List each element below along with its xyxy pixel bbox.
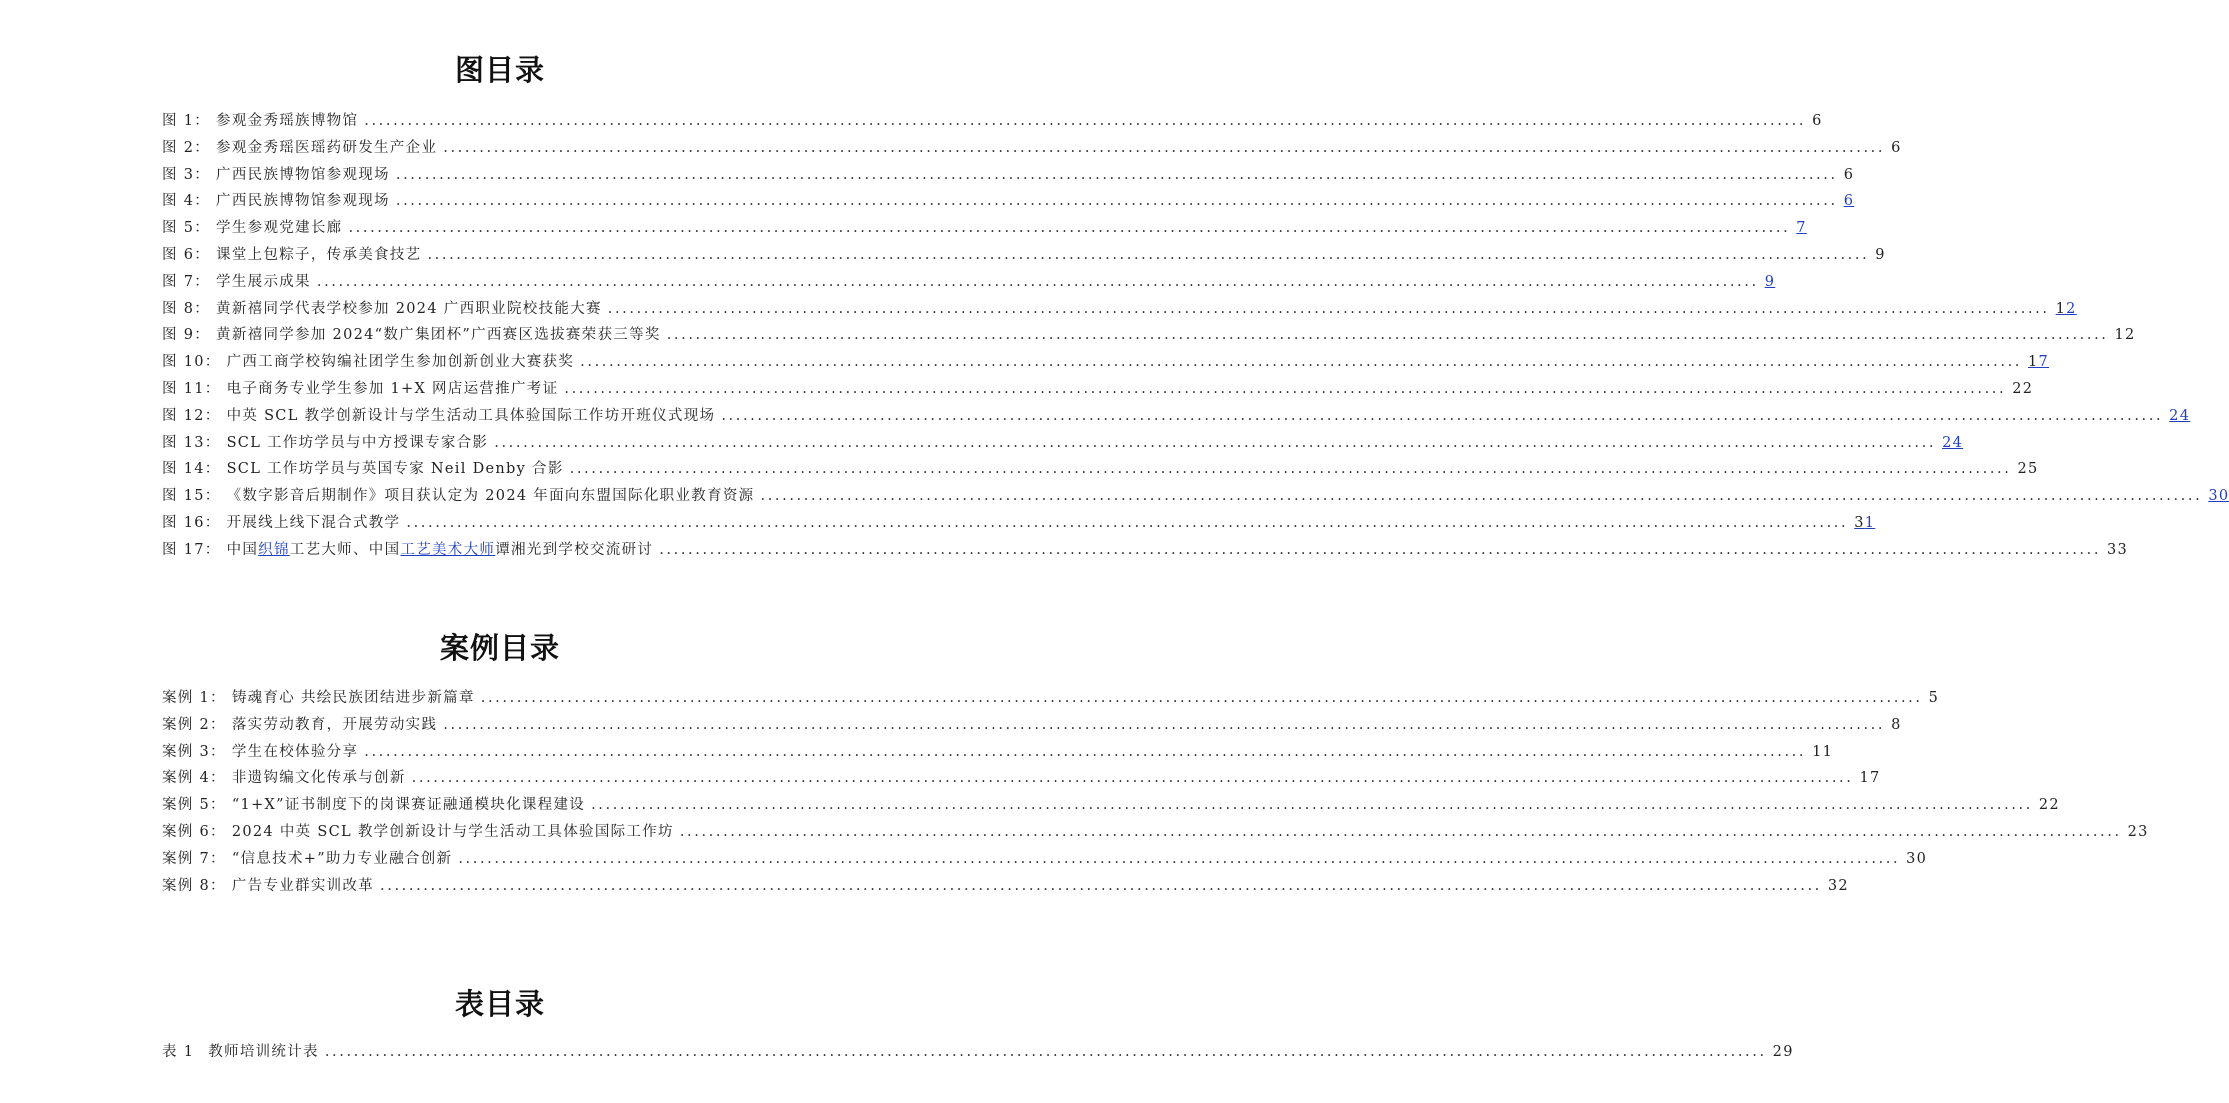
entry-label: 图 10： bbox=[162, 354, 221, 371]
toc-entry-case-7[interactable] bbox=[162, 846, 1928, 873]
page-digit-link: 2 bbox=[2066, 300, 2077, 317]
entry-label: 图 4： bbox=[162, 193, 211, 210]
entry-page-link[interactable] bbox=[2056, 296, 2077, 323]
toc-entry-figure-1[interactable] bbox=[162, 108, 1823, 135]
figures-section-title: 图目录 bbox=[454, 53, 545, 87]
page-digit-plain: 1 bbox=[2028, 354, 2039, 371]
page-digit-plain: 1 bbox=[2055, 300, 2067, 317]
entry-page-number: 5 bbox=[1928, 690, 1940, 706]
dot-leader bbox=[406, 510, 1848, 537]
entry-text: 参观金秀瑶医瑶药研发生产企业 bbox=[216, 139, 438, 156]
dot-leader bbox=[325, 1039, 1767, 1066]
entry-page-number: 6 bbox=[1812, 113, 1823, 129]
toc-entry-case-1[interactable] bbox=[162, 685, 1940, 712]
dot-leader bbox=[412, 765, 1854, 792]
dot-leader bbox=[721, 403, 2163, 430]
dot-leader bbox=[564, 376, 2006, 403]
entry-text: 广告专业群实训改革 bbox=[231, 877, 375, 894]
tables-toc-list bbox=[162, 1039, 1794, 1066]
entry-text: 教师培训统计表 bbox=[208, 1044, 319, 1060]
entry-text: 黄新禧同学代表学校参加 2024 广西职业院校技能大赛 bbox=[216, 300, 602, 317]
entry-page-number: 17 bbox=[1859, 770, 1881, 787]
toc-entry-figure-11[interactable] bbox=[162, 376, 2034, 403]
entry-text: 广西民族博物馆参观现场 bbox=[216, 166, 390, 183]
entry-label: 图 15： bbox=[162, 488, 221, 505]
toc-entry-figure-10[interactable] bbox=[162, 349, 2050, 376]
toc-entry-figure-17[interactable] bbox=[162, 537, 2129, 564]
entry-label: 图 14： bbox=[162, 461, 221, 478]
toc-entry-figure-15[interactable] bbox=[162, 483, 2229, 510]
entry-text: 中英 SCL 教学创新设计与学生活动工具体验国际工作坊开班仪式现场 bbox=[226, 407, 716, 424]
dot-leader bbox=[580, 349, 2022, 376]
entry-text: 参观金秀瑶族博物馆 bbox=[216, 113, 359, 129]
dot-leader bbox=[396, 162, 1838, 189]
entry-page-number: 6 bbox=[1843, 166, 1855, 183]
entry-text-part: 谭湘光到学校交流研讨 bbox=[495, 541, 654, 558]
entry-label: 图 7： bbox=[162, 273, 211, 290]
toc-entry-figure-8[interactable] bbox=[162, 296, 2077, 323]
entry-label: 案例 3： bbox=[162, 743, 226, 760]
entry-text: 非遗钩编文化传承与创新 bbox=[231, 770, 406, 787]
entry-text: 开展线上线下混合式教学 bbox=[226, 514, 401, 531]
dot-leader bbox=[667, 322, 2109, 349]
entry-text bbox=[227, 537, 654, 564]
cases-toc-list bbox=[162, 685, 2149, 899]
page-digit-link: 1 bbox=[1864, 514, 1876, 531]
entry-page-number: 6 bbox=[1891, 139, 1902, 156]
toc-entry-figure-4[interactable] bbox=[162, 188, 1855, 215]
entry-page-link[interactable] bbox=[2028, 349, 2049, 376]
entry-label: 图 6： bbox=[162, 246, 211, 263]
entry-page-number: 22 bbox=[2012, 380, 2034, 397]
entry-page-number: 11 bbox=[1812, 743, 1834, 760]
toc-entry-case-5[interactable] bbox=[162, 792, 2060, 819]
toc-entry-case-3[interactable] bbox=[162, 739, 1834, 766]
dot-leader bbox=[317, 269, 1759, 296]
toc-entry-figure-13[interactable] bbox=[162, 430, 1964, 457]
toc-entry-case-2[interactable] bbox=[162, 712, 1902, 739]
toc-entry-case-4[interactable] bbox=[162, 765, 1881, 792]
entry-text: “信息技术+”助力专业融合创新 bbox=[231, 850, 453, 867]
toc-entry-figure-14[interactable] bbox=[162, 456, 2039, 483]
hyperlink-brocade[interactable]: 织锦 bbox=[258, 541, 290, 558]
entry-page-link[interactable] bbox=[1854, 510, 1875, 537]
toc-entry-figure-2[interactable] bbox=[162, 135, 1902, 162]
entry-page-link[interactable]: 24 bbox=[1942, 434, 1964, 451]
dot-leader bbox=[608, 296, 2050, 323]
toc-entry-figure-3[interactable] bbox=[162, 162, 1855, 189]
entry-page-number: 33 bbox=[2107, 541, 2129, 558]
entry-text: SCL 工作坊学员与英国专家 Neil Denby 合影 bbox=[226, 461, 564, 478]
dot-leader bbox=[380, 873, 1822, 900]
dot-leader bbox=[458, 846, 1900, 873]
entry-label: 案例 1： bbox=[162, 690, 226, 706]
entry-label: 图 16： bbox=[162, 514, 221, 531]
entry-label: 案例 2： bbox=[162, 716, 226, 733]
entry-page-number: 29 bbox=[1772, 1044, 1794, 1060]
dot-leader bbox=[591, 792, 2033, 819]
entry-label: 图 2： bbox=[162, 139, 211, 156]
entry-text: SCL 工作坊学员与中方授课专家合影 bbox=[226, 434, 489, 451]
entry-page-link[interactable]: 6 bbox=[1843, 193, 1855, 210]
dot-leader bbox=[364, 739, 1806, 766]
entry-page-number: 22 bbox=[2038, 797, 2060, 814]
entry-label: 案例 4： bbox=[162, 770, 226, 787]
entry-page-link[interactable]: 7 bbox=[1796, 220, 1807, 237]
entry-page-number: 32 bbox=[1827, 877, 1849, 894]
entry-text: 电子商务专业学生参加 1+X 网店运营推广考证 bbox=[226, 380, 559, 397]
entry-page-link[interactable]: 9 bbox=[1764, 273, 1776, 290]
entry-label: 图 1： bbox=[162, 113, 211, 129]
toc-entry-figure-6[interactable] bbox=[162, 242, 1886, 269]
dot-leader bbox=[443, 135, 1885, 162]
entry-label: 图 5： bbox=[162, 220, 211, 237]
dot-leader bbox=[364, 108, 1806, 135]
entry-text-part: 工艺大师、中国 bbox=[289, 541, 401, 558]
hyperlink-arts-crafts-master[interactable]: 工艺美术大师 bbox=[400, 541, 496, 558]
dot-leader bbox=[659, 537, 2101, 564]
entry-label: 案例 6： bbox=[162, 823, 226, 840]
dot-leader bbox=[396, 188, 1838, 215]
entry-text: 广西工商学校钩编社团学生参加创新创业大赛获奖 bbox=[226, 354, 575, 371]
entry-text: 铸魂育心 共绘民族团结进步新篇章 bbox=[231, 690, 475, 706]
entry-label: 案例 8： bbox=[162, 877, 226, 894]
entry-page-number: 9 bbox=[1875, 246, 1886, 263]
entry-text: 学生在校体验分享 bbox=[231, 743, 359, 760]
entry-text: “1+X”证书制度下的岗课赛证融通模块化课程建设 bbox=[231, 797, 586, 814]
entry-label: 图 8： bbox=[162, 300, 211, 317]
entry-page-number: 23 bbox=[2127, 823, 2149, 840]
toc-entry-case-6[interactable] bbox=[162, 819, 2149, 846]
entry-page-link[interactable]: 30 bbox=[2208, 488, 2229, 505]
toc-entry-figure-5[interactable] bbox=[162, 215, 1807, 242]
entry-page-link[interactable]: 24 bbox=[2169, 407, 2191, 424]
entry-label: 表 1 bbox=[162, 1044, 195, 1060]
toc-entry-table-1[interactable] bbox=[162, 1039, 1794, 1066]
dot-leader bbox=[443, 712, 1885, 739]
toc-entry-figure-12[interactable] bbox=[162, 403, 2191, 430]
entry-text: 黄新禧同学参加 2024“数广集团杯”广西赛区选拔赛荣获三等奖 bbox=[216, 327, 661, 344]
dot-leader bbox=[427, 242, 1869, 269]
entry-page-number: 25 bbox=[2017, 461, 2039, 478]
cases-section-title: 案例目录 bbox=[439, 631, 560, 665]
entry-text: 落实劳动教育，开展劳动实践 bbox=[231, 716, 438, 733]
entry-label: 图 17： bbox=[162, 541, 221, 558]
entry-text-part: 中国 bbox=[226, 541, 259, 558]
entry-label: 图 9： bbox=[162, 327, 211, 344]
entry-label: 图 13： bbox=[162, 434, 221, 451]
entry-label: 案例 5： bbox=[162, 797, 226, 814]
dot-leader bbox=[760, 483, 2202, 510]
entry-text: 《数字影音后期制作》项目获认定为 2024 年面向东盟国际化职业教育资源 bbox=[226, 488, 755, 505]
dot-leader bbox=[570, 456, 2012, 483]
toc-entry-figure-9[interactable] bbox=[162, 322, 2136, 349]
entry-text: 广西民族博物馆参观现场 bbox=[216, 193, 390, 210]
entry-text: 课堂上包粽子，传承美食技艺 bbox=[216, 246, 422, 263]
entry-label: 案例 7： bbox=[162, 850, 226, 867]
tables-section-title: 表目录 bbox=[454, 987, 545, 1021]
figures-toc-list bbox=[162, 108, 2229, 564]
page-digit-plain: 3 bbox=[1854, 514, 1865, 531]
entry-label: 图 12： bbox=[162, 407, 221, 424]
page-digit-link: 7 bbox=[2038, 354, 2050, 371]
entry-label: 图 3： bbox=[162, 166, 211, 183]
entry-text: 2024 中英 SCL 教学创新设计与学生活动工具体验国际工作坊 bbox=[231, 823, 674, 840]
dot-leader bbox=[481, 685, 1923, 712]
entry-page-number: 30 bbox=[1906, 850, 1928, 867]
dot-leader bbox=[494, 430, 1936, 457]
entry-label: 图 11： bbox=[162, 380, 221, 397]
toc-entry-case-8[interactable] bbox=[162, 873, 1849, 900]
entry-page-number: 8 bbox=[1891, 716, 1902, 733]
entry-text: 学生展示成果 bbox=[216, 273, 311, 290]
toc-entry-figure-7[interactable] bbox=[162, 269, 1776, 296]
entry-text: 学生参观党建长廊 bbox=[216, 220, 343, 237]
dot-leader bbox=[680, 819, 2122, 846]
toc-entry-figure-16[interactable] bbox=[162, 510, 1876, 537]
dot-leader bbox=[348, 215, 1790, 242]
entry-page-number: 12 bbox=[2114, 327, 2136, 344]
